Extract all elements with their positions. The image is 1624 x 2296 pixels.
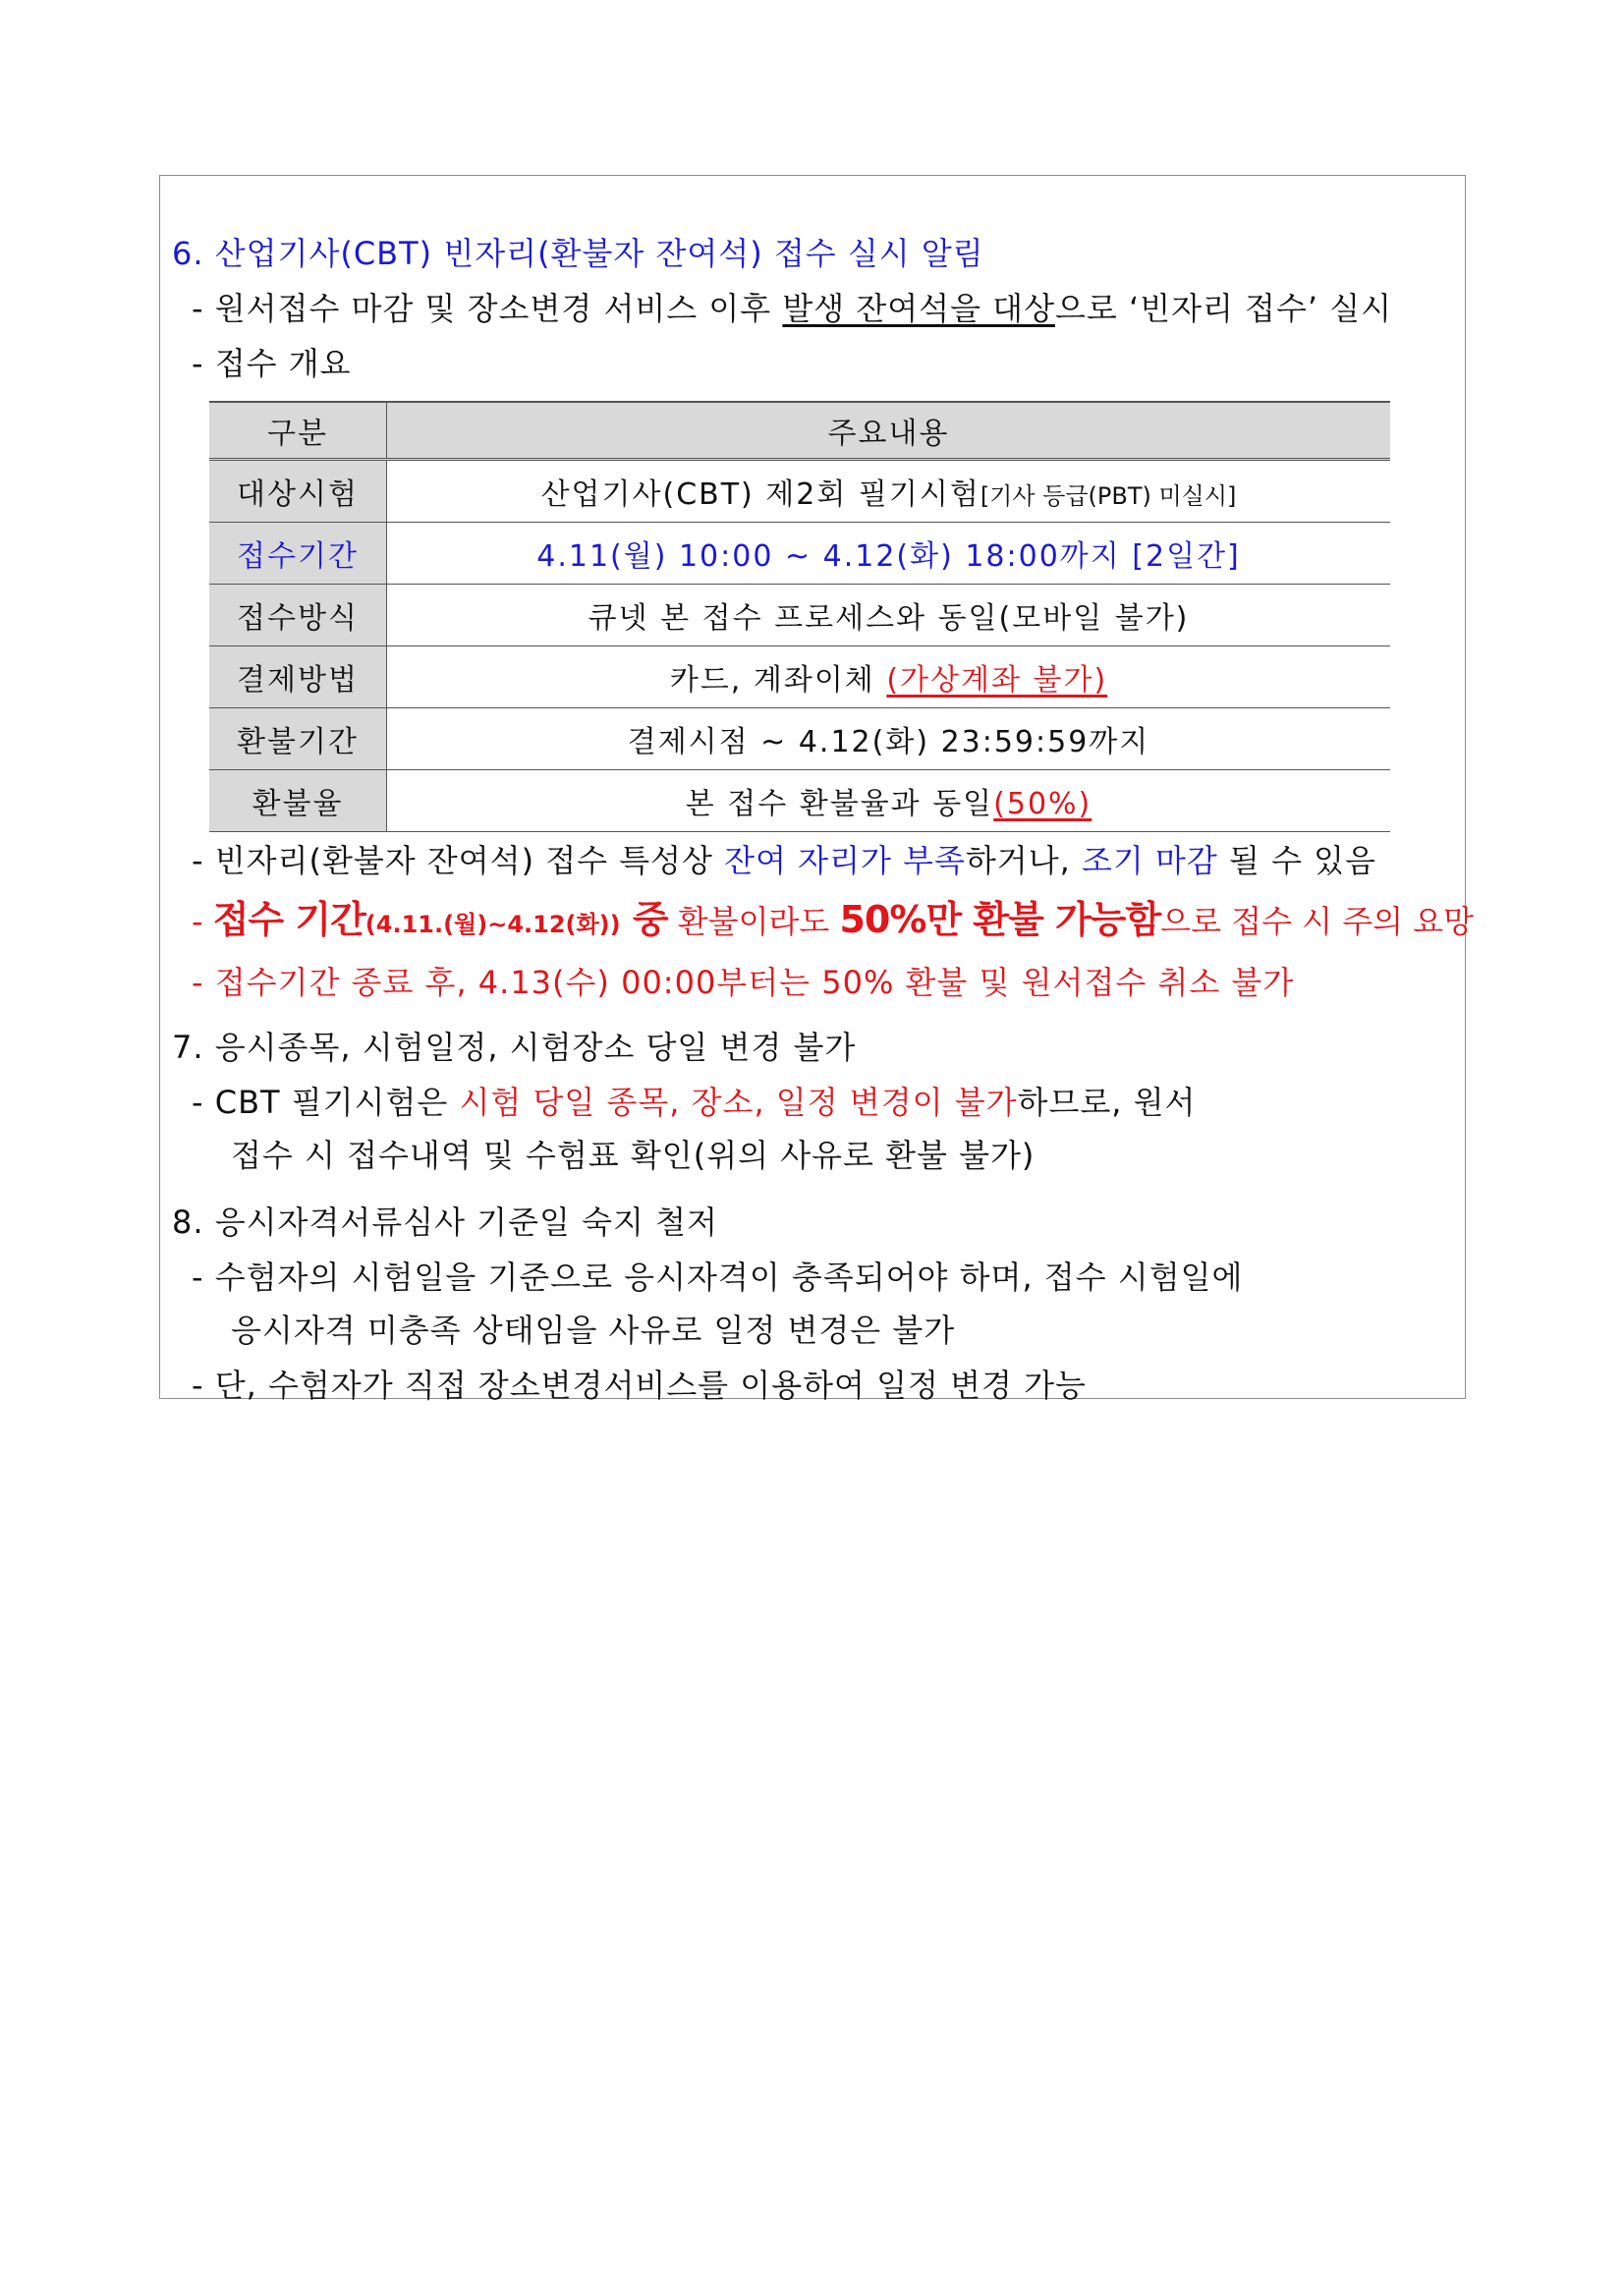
table-header-category: 구분 [209, 402, 387, 460]
note-2: - 접수 기간(4.11.(월)~4.12(화)) 중 환불이라도 50%만 환불 가능함으로 접수 시 주의 요망 [192, 898, 1475, 941]
section-6-heading: 6. 산업기사(CBT) 빈자리(환불자 잔여석) 접수 실시 알림 [172, 235, 984, 272]
row-value: 큐넷 본 접수 프로세스와 동일(모바일 불가) [387, 585, 1391, 646]
row-label: 환불율 [209, 770, 387, 832]
section-7-heading: 7. 응시종목, 시험일정, 시험장소 당일 변경 불가 [172, 1029, 857, 1066]
note-3: - 접수기간 종료 후, 4.13(수) 00:00부터는 50% 환불 및 원서접수 취소 불가 [192, 964, 1295, 1001]
table-row [209, 646, 1390, 708]
note-1: - 빈자리(환불자 잔여석) 접수 특성상 잔여 자리가 부족하거나, 조기 마감 될 수 있음 [192, 842, 1376, 879]
section-8-bullet-2: - 단, 수험자가 직접 장소변경서비스를 이용하여 일정 변경 가능 [192, 1367, 1087, 1404]
row-label: 환불기간 [209, 708, 387, 770]
row-value: 산업기사(CBT) 제2회 필기시험[기사 등급(PBT) 미실시] [387, 460, 1391, 523]
section-6-bullet-1: - 원서접수 마감 및 장소변경 서비스 이후 발생 잔여석을 대상으로 ‘빈자리 접수’ 실시 [192, 290, 1393, 327]
section-8-bullet-1: - 수험자의 시험일을 기준으로 응시자격이 충족되어야 하며, 접수 시험일에 [192, 1259, 1244, 1296]
section-8-heading: 8. 응시자격서류심사 기준일 숙지 철저 [172, 1204, 718, 1241]
table-row [209, 708, 1390, 770]
row-value: 카드, 계좌이체 (가상계좌 불가) [387, 646, 1391, 708]
section-7-bullet-1-cont: 접수 시 접수내역 및 수험표 확인(위의 사유로 환불 불가) [231, 1137, 1036, 1174]
underlined-phrase: 발생 잔여석을 대상 [782, 290, 1055, 327]
table-header-row [209, 402, 1390, 460]
table-row [209, 523, 1390, 585]
table-row [209, 770, 1390, 832]
row-value: 4.11(월) 10:00 ~ 4.12(화) 18:00까지 [2일간] [387, 523, 1391, 585]
overview-table [209, 401, 1390, 832]
table-row [209, 585, 1390, 646]
section-7-bullet-1: - CBT 필기시험은 시험 당일 종목, 장소, 일정 변경이 불가하므로, 원서 [192, 1084, 1197, 1121]
row-value: 결제시점 ~ 4.12(화) 23:59:59까지 [387, 708, 1391, 770]
table-row [209, 460, 1390, 523]
table-header-content: 주요내용 [387, 402, 1391, 460]
row-label: 접수방식 [209, 585, 387, 646]
row-label: 결제방법 [209, 646, 387, 708]
row-label: 접수기간 [209, 523, 387, 585]
section-6-bullet-2: - 접수 개요 [192, 345, 352, 382]
section-8-bullet-1-cont: 응시자격 미충족 상태임을 사유로 일정 변경은 불가 [231, 1312, 956, 1349]
row-label: 대상시험 [209, 460, 387, 523]
row-value: 본 접수 환불율과 동일(50%) [387, 770, 1391, 832]
